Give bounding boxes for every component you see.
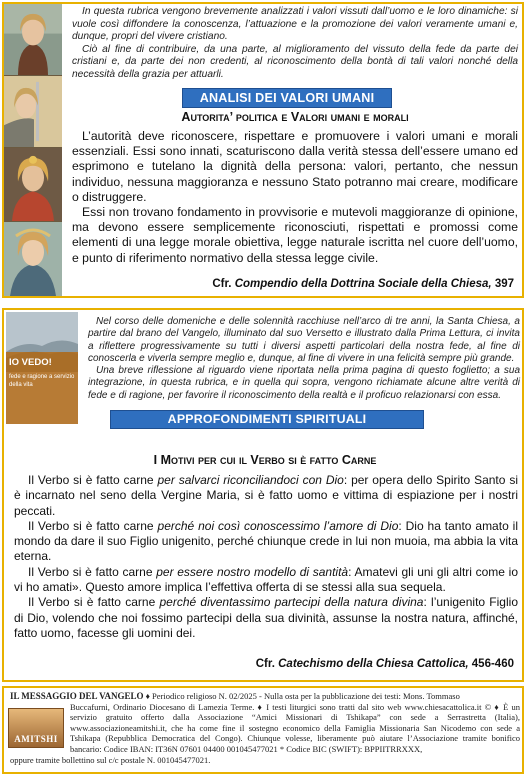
article-body [72,129,518,266]
citation [256,658,514,670]
article-paragraph [14,595,518,641]
footer-lead-line [10,691,520,702]
section-banner: APPROFONDIMENTI SPIRITUALI [110,410,424,429]
article-paragraph: Essi non trovano fondamento in provvisorie e mutevoli maggioranze di opinione, ma devono essere semplicemente riconosciuti, rispettati e promossi come elementi di una legge morale obiettiva, legge naturale iscritta nel cuore dell’uomo, e punto di riferimento normativo della stessa legge civile. [72,205,518,265]
paragraph-emphasis: perché noi così conoscessimo l’amore di Dio [157,518,399,533]
footer-text [10,691,520,765]
citation-source: Catechismo della Chiesa Cattolica, [278,658,469,670]
paragraph-text: : Amatevi gli uni gli altri come io vi ho amati». Questo amore implica l’effettiva offerta di se stessi alla sua sequela. [14,564,518,595]
paragraph-text: : l’unigenito Figlio di Dio, volendo che noi fossimo partecipi della sua divinità, assunse la nostra natura, affinché, fatto uomo, facesse gli uomini dei. [14,595,518,640]
article-paragraph [14,473,518,519]
paragraph-lead: Il Verbo si è fatto carne [28,473,154,487]
paragraph-text: : per opera dello Spirito Santo si è incarnato nel seno della Vergine Maria, si è fatto uomo e vittima di espiazione per i nostri peccati. [14,473,518,518]
citation-number: 397 [494,278,514,290]
paragraph-emphasis: perché diventassimo partecipi della natura divina [159,595,424,610]
footer-tail: oppure tramite bollettino sul c/c postale N. 001045477021. [10,754,211,765]
intro-paragraph: In questa rubrica vengono brevemente analizzati i valori vissuti dall’uomo e le loro dinamiche: si vuole così diffondere la conoscenza, l’attuazione e la promozione dei valori veramente umani e, dunque, propri del vivere cristiano. [72,6,518,43]
intro-paragraph: Ciò al fine di contribuire, da una parte, al miglioramento del vissuto della fede da parte dei cristiani e, da parte dei non credenti, al riconoscimento della bontà di tali valori nonché della necessità della grazia per attuarli. [72,43,518,80]
section-banner: ANALISI DEI VALORI UMANI [182,88,392,108]
paragraph-emphasis: per salvarci riconciliandoci con Dio [157,473,344,487]
spiritual-insights-box [2,308,524,682]
portrait-image [4,4,62,76]
footer-body: Buccafurni, Ordinario Diocesano di Lamezia Terme. ♦ I testi liturgici sono tratti dal sito web www.chiesacattolica.it © ♦ È un servizio gratuito offerto dalla Associazione “Amici Missionari di Tshikapa” con sede a Serrastretta (Italia), www.associazioneamitshi.it, che ha come fine il sostegno economico della Famiglia Missionaria San Nicodemo con sede a Tshikapa (Repubblica Democratica del Congo). Chiunque volesse, liberamente può aiutare l’Associazione tramite bonifico bancario: Codice IBAN: IT36N 07601 04400 001045477021 * Codice BIC (SWIFT): BPPIITRRXXX, [70,701,520,754]
io-vedo-logo-image [6,312,78,424]
intro-paragraph: Una breve riflessione al riguardo viene riportata nella prima pagina di questo foglietto; a sua integrazione, in questa rubrica, e in quella qui sopra, vengono richiamate alcune altre verità di fede e di ragione, per favorire il riconoscimento della realtà e il proficuo relazionarsi con essa. [88,365,520,401]
portrait-image [4,76,62,148]
section-introduction [72,6,518,82]
portrait-image [4,148,62,222]
portraits-strip [4,4,62,296]
paragraph-emphasis: per essere nostro modello di santità [156,564,349,579]
article-paragraph [14,565,518,596]
article-title: Autorita’ politica e Valori umani e morali [181,110,409,124]
paragraph-lead: Il Verbo si è fatto carne [28,564,153,579]
masthead-title: IL MESSAGGIO DEL VANGELO [10,691,144,701]
logo-text: AMITSHI [14,734,58,744]
values-analysis-box [2,2,524,298]
portrait-image [4,222,62,296]
article-paragraph [14,519,518,565]
citation-prefix: Cfr. [255,658,275,670]
citation [212,278,514,290]
io-vedo-title: IO VEDO! [9,357,52,368]
article-body [14,473,518,641]
footer-line: ♦ Periodico religioso N. 02/2025 - Nulla osta per la pubblicazione dei testi: Mons. Tommaso [145,691,460,701]
citation-prefix: Cfr. [212,278,232,290]
article-paragraph: L’autorità deve riconoscere, rispettare e promuovere i valori umani e morali essenziali. Essi sono innati, scaturiscono dalla verità stessa dell’essere umano ed esprimono e tutelano la dignità della persona: valori, pertanto, che nessun individuo, nessuna maggioranza e nessuno Stato potranno mai creare, modificare o distruggere. [72,129,518,204]
publication-footer [2,686,524,774]
paragraph-lead: Il Verbo si è fatto carne [28,518,154,533]
section-introduction [88,316,520,402]
article-title: I Motivi per cui il Verbo si è fatto Carne [153,453,377,467]
paragraph-lead: Il Verbo si è fatto carne [28,595,156,610]
io-vedo-subtitle: fede e ragione a servizio della vita [9,374,75,388]
citation-source: Compendio della Dottrina Sociale della Chiesa, [234,278,492,290]
io-vedo-badge [6,352,78,424]
paragraph-text: : Dio ha tanto amato il mondo da dare il suo Figlio unigenito, perché chiunque crede in lui non muoia, ma abbia la vita eterna. [14,518,518,564]
citation-number: 456-460 [471,658,514,670]
intro-paragraph: Nel corso delle domeniche e delle solennità racchiuse nell’arco di tre anni, la Santa Chiesa, a partire dal brano del Vangelo, illuminato dal suo Versetto e illustrato dalla Prima Lettura, ci invita a riflettere progressivamente su tutti i diversi aspetti particolari della nostra fede, al fine di conoscerla e viverla sempre meglio e, dunque, al fine di vivere in una felicità sempre più grande. [88,316,520,364]
